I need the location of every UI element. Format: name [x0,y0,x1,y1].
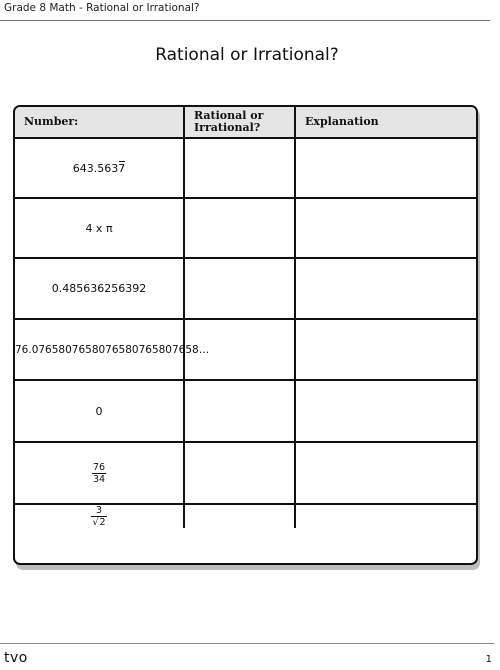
column-header-rational: Rational or Irrational? [184,107,295,138]
page-title: Rational or Irrational? [155,45,339,65]
rational-answer-cell[interactable] [184,504,295,528]
number-cell [15,198,184,258]
number-cell [15,442,184,504]
fraction-numerator: 3 [91,505,106,517]
fraction-denominator [91,517,106,528]
rational-answer-cell[interactable] [184,198,295,258]
rational-answer-cell[interactable] [184,442,295,504]
explanation-answer-cell[interactable] [295,380,476,442]
fraction-numerator: 76 [92,461,106,473]
number-value: 76.0765807658076580765807658… [15,343,210,356]
table-row [15,258,476,319]
footer-divider [0,643,494,644]
number-cell [15,319,210,380]
header-divider [0,20,490,21]
table-row [15,380,476,442]
explanation-answer-cell[interactable] [295,138,476,198]
explanation-answer-cell[interactable] [295,442,476,504]
sqrt-argument: 2 [99,517,106,528]
rational-answer-cell[interactable] [184,380,295,442]
number-cell [15,504,184,528]
explanation-answer-cell[interactable] [295,258,476,319]
page-number: 1 [485,654,492,665]
fraction [91,505,106,528]
document-header: Grade 8 Math - Rational or Irrational? [4,2,200,14]
rational-answer-cell[interactable] [184,258,295,319]
table-row [15,319,476,380]
fraction-denominator: 34 [92,473,106,485]
worksheet-table [13,105,478,565]
number-value: 0.485636256392 [51,282,147,295]
number-cell [15,380,184,442]
table-row [15,504,476,528]
table-row [15,442,476,504]
fraction [92,462,106,485]
number-value: 0 [95,404,103,418]
explanation-answer-cell[interactable] [295,319,476,380]
number-cell [15,258,184,319]
rational-answer-cell[interactable] [184,138,295,198]
number-cell [15,138,184,198]
column-header-explanation: Explanation [295,107,476,138]
column-header-number: Number: [15,107,184,138]
repeating-digit: 7 [118,161,126,175]
number-value: 643.563 [72,161,119,175]
tvo-logo: tvo [4,650,28,666]
table-header-row [15,107,476,138]
sqrt-symbol: √ [92,517,99,528]
explanation-answer-cell[interactable] [295,198,476,258]
explanation-answer-cell[interactable] [295,504,476,528]
table-row [15,198,476,258]
table-row [15,138,476,198]
number-value: 4 x π [85,221,113,235]
